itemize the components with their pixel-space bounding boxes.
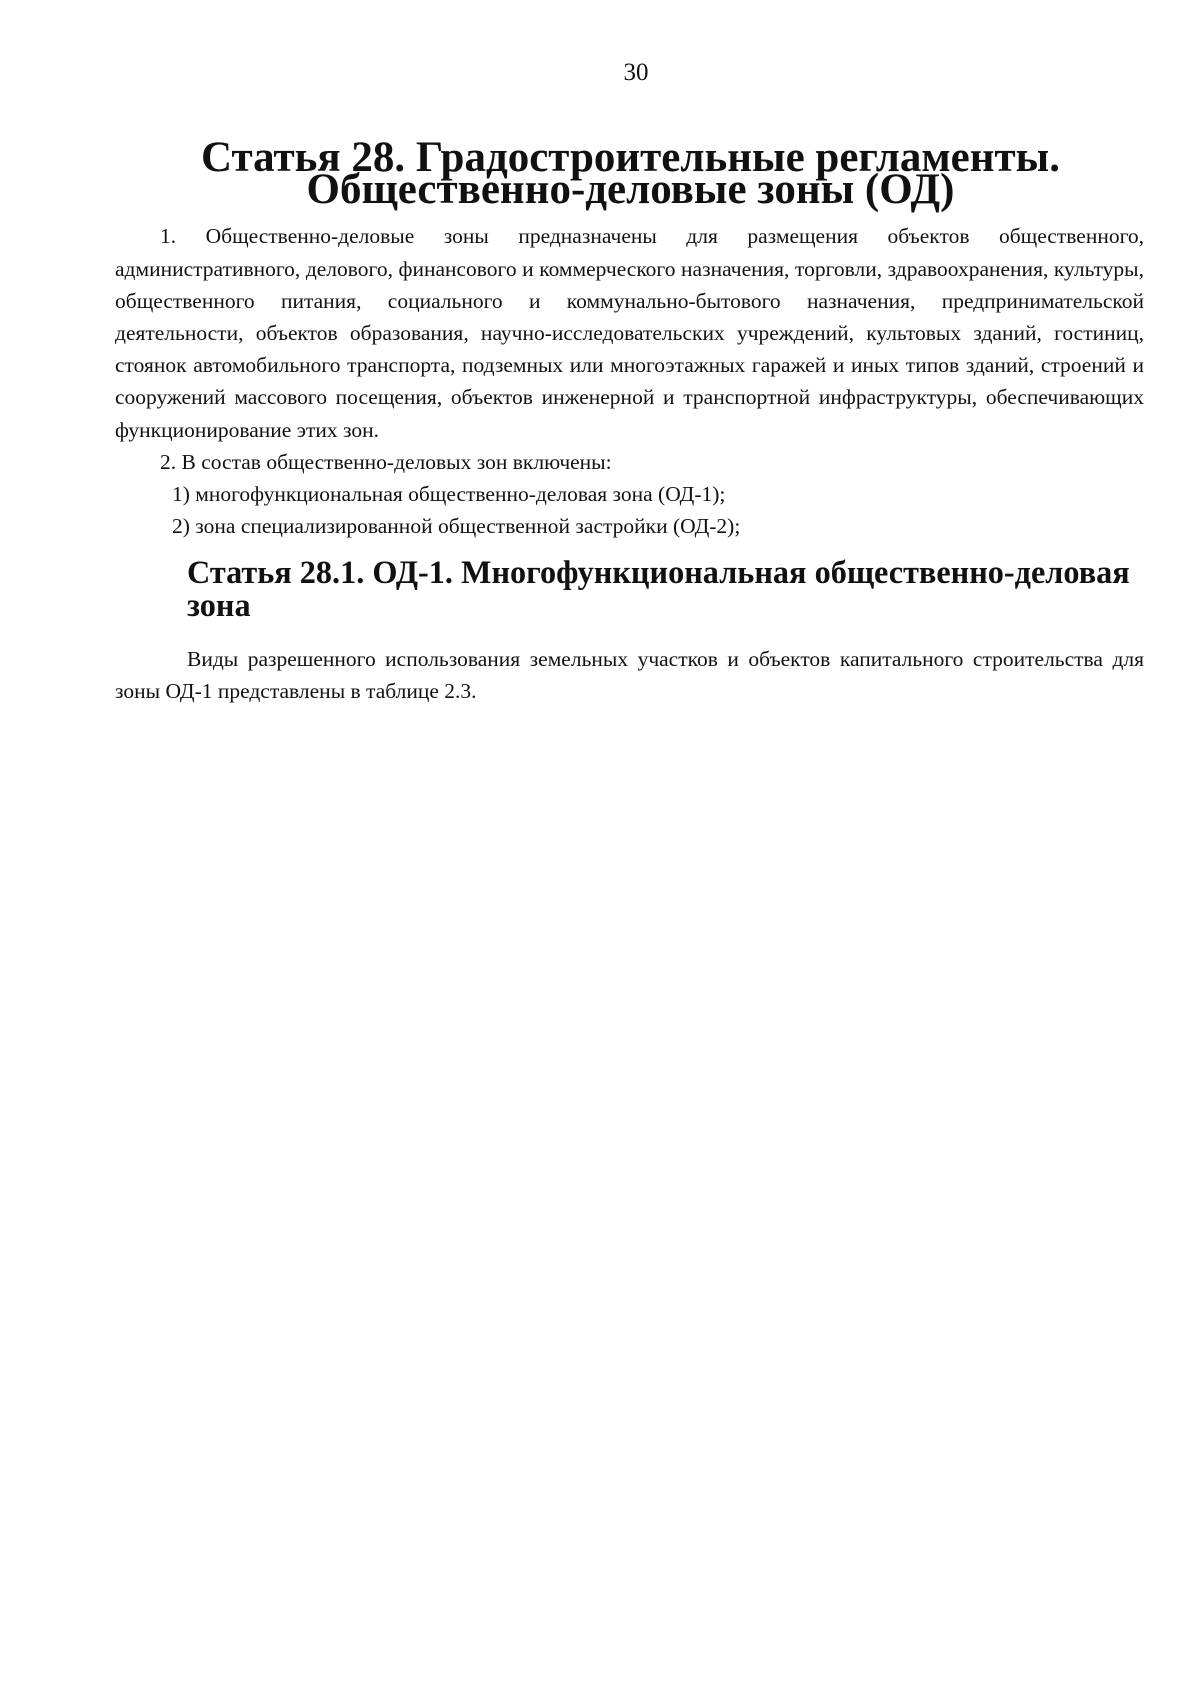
article-28-paragraph-1: 1. Общественно-деловые зоны предназначены для размещения объектов общественного, административного, делового, финансового и коммерческого назначения, торговли, здравоохранения, культуры, общественного питания, социального и коммунально-бытового назначения, предпринимательской деятельности, объектов образования, научно-исследовательских учреждений, культовых зданий, гостиниц, стоянок автомобильного транспорта, подземных или многоэтажных гаражей и иных типов зданий, строений и сооружений массового посещения, объектов инженерной и транспортной инфраструктуры, обеспечивающих функционирование этих зон. — [115, 224, 1144, 442]
page-content — [115, 134, 1144, 707]
zone-list-item-od-2: 2) зона специализированной общественной застройки (ОД-2); — [172, 514, 741, 539]
article-28-paragraph-2: 2. В состав общественно-деловых зон включены: — [160, 449, 612, 474]
article-28-1-paragraph: Виды разрешенного использования земельных участков и объектов капитального строительства для зоны ОД-1 представлены в таблице 2.3. — [115, 646, 1144, 704]
zone-list-item-od-1: 1) многофункциональная общественно-деловая зона (ОД-1); — [172, 482, 726, 507]
article-28-heading: Статья 28. Градостроительные регламенты. Общественно-деловые зоны (ОД) — [201, 134, 1060, 214]
page-number: 30 — [623, 59, 649, 86]
article-28-1-heading: Статья 28.1. ОД-1. Многофункциональная общественно-деловая зона — [187, 554, 1130, 623]
